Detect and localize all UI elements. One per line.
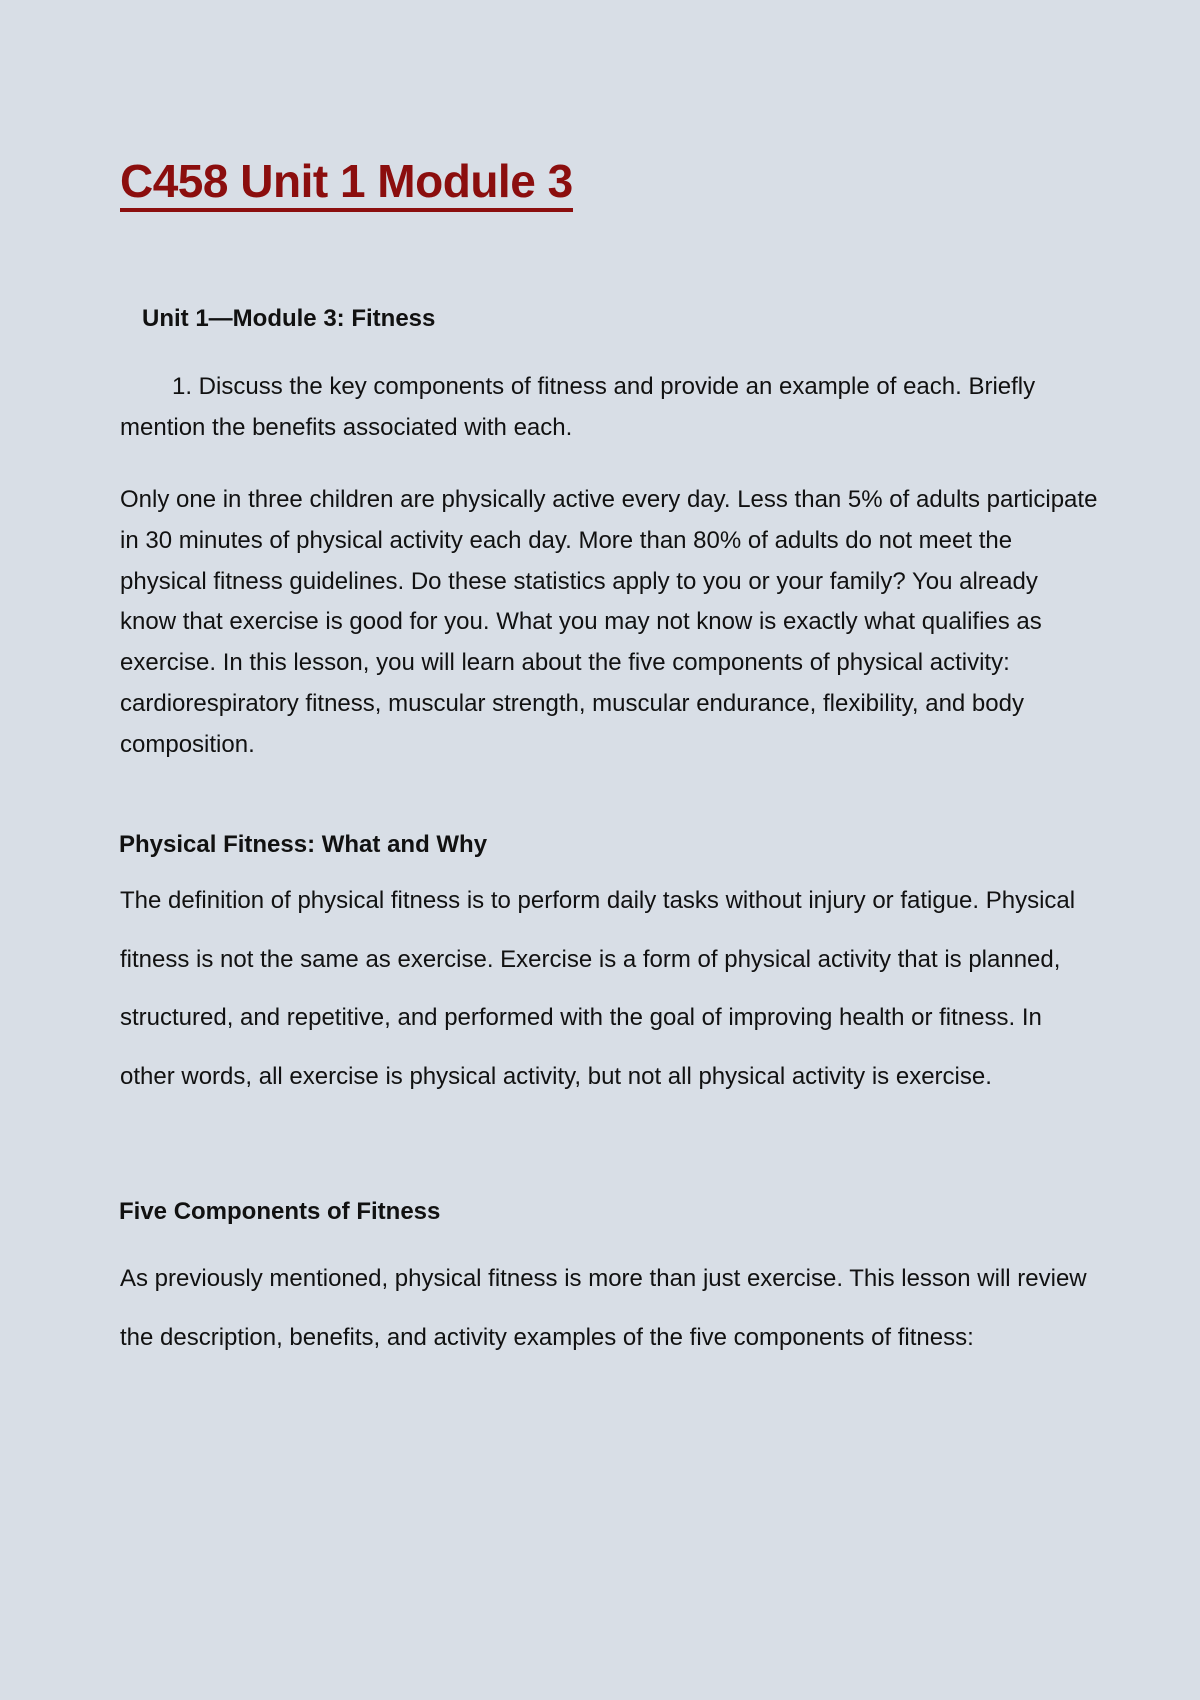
section-heading-five-components: Five Components of Fitness [119,1198,441,1225]
document-title: C458 Unit 1 Module 3 [120,158,573,212]
section-text-physical-fitness: The definition of physical fitness is to perform daily tasks without injury or fatigue. Physical fitness is not the same as exercise. Exercise is a form of physical activity that is planned, structured, and repetitive, and performed with the goal of improving health or fitness. In other words, all exercise is physical activity, but not all physical activity is exercise. [120,887,1076,1091]
section-text-five-components: As previously mentioned, physical fitness is more than just exercise. This lesson will review the description, benefits, and activity examples of the five components of fitness: [120,1265,1087,1351]
module-subheading: Unit 1—Module 3: Fitness [142,305,436,332]
discussion-question: 1. Discuss the key components of fitness and provide an example of each. Briefly mention the benefits associated with each. [120,373,1036,441]
intro-paragraph: Only one in three children are physically active every day. Less than 5% of adults participate in 30 minutes of physical activity each day. More than 80% of adults do not meet the physical fitness guidelines. Do these statistics apply to you or your family? You already know that exercise is good for you. What you may not know is exactly what qualifies as exercise. In this lesson, you will learn about the five components of physical activity: cardiorespiratory fitness, muscular strength, muscular endurance, flexibility, and body composition. [120,486,1098,758]
section-heading-physical-fitness: Physical Fitness: What and Why [119,831,488,858]
